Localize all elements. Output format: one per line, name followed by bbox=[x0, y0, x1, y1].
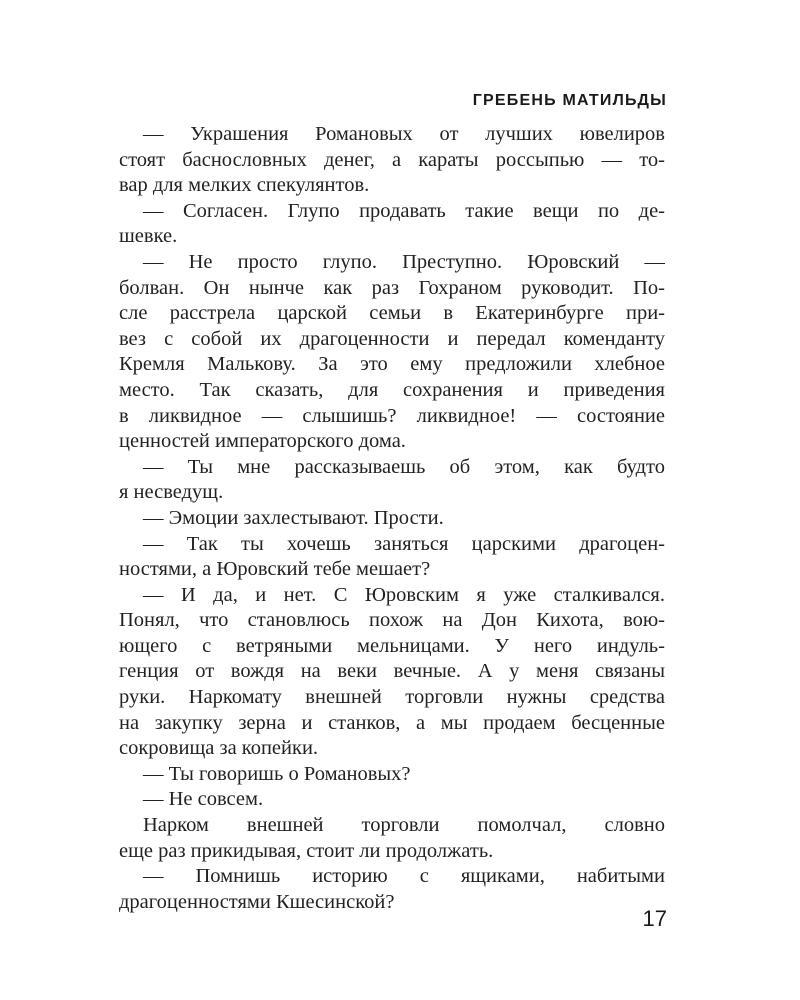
text-line: вар для мелких спекулянтов. bbox=[119, 174, 370, 197]
text-line: Кремля Малькову. За это ему предложили хлебное bbox=[119, 353, 665, 376]
text-line: Понял, что становлюсь похож на Дон Кихота, вою- bbox=[119, 609, 665, 632]
text-line: в ликвидное — слышишь? ликвидное! — состояние bbox=[119, 404, 665, 427]
body-text bbox=[119, 122, 665, 915]
text-line: ющего с ветряными мельницами. У него индуль- bbox=[119, 634, 665, 657]
text-line: — Ты мне рассказываешь об этом, как будто bbox=[143, 455, 665, 478]
text-line: ностями, а Юровский тебе мешает? bbox=[119, 558, 431, 581]
text-line: — Украшения Романовых от лучших ювелиров bbox=[143, 123, 665, 145]
text-line: на закупку зерна и станков, а мы продаем бесценные bbox=[119, 711, 665, 734]
text-line: — Не совсем. bbox=[143, 788, 264, 811]
running-header: ГРЕБЕНЬ МАТИЛЬДЫ bbox=[472, 92, 667, 109]
text-line: — Ты говоришь о Романовых? bbox=[143, 762, 411, 785]
text-line: — Помнишь историю с ящиками, набитыми bbox=[143, 865, 665, 888]
text-line: шевке. bbox=[119, 225, 178, 248]
text-line: — Эмоции захлестывают. Прости. bbox=[143, 506, 444, 529]
text-line: еще раз прикидывая, стоит ли продолжать. bbox=[119, 839, 494, 862]
text-line: стоят баснословных денег, а караты россыпью — то- bbox=[119, 148, 665, 171]
text-line: — Согласен. Глупо продавать такие вещи по де- bbox=[143, 199, 665, 222]
text-line: — Так ты хочешь заняться царскими драгоцен- bbox=[143, 532, 665, 555]
text-line: болван. Он нынче как раз Гохраном руководит. По- bbox=[119, 276, 665, 299]
text-line: сле расстрела царской семьи в Екатеринбурге при- bbox=[119, 302, 665, 325]
text-line: генция от вождя на веки вечные. А у меня связаны bbox=[119, 660, 665, 683]
text-line: вез с собой их драгоценности и передал коменданту bbox=[119, 327, 665, 350]
text-line: Нарком внешней торговли помолчал, словно bbox=[143, 814, 665, 837]
text-line: я несведущ. bbox=[119, 481, 224, 504]
text-line: драгоценностями Кшесинской? bbox=[119, 890, 395, 913]
text-line: место. Так сказать, для сохранения и приведения bbox=[119, 378, 665, 401]
page-number: 17 bbox=[642, 906, 667, 931]
text-line: сокровища за копейки. bbox=[119, 737, 319, 760]
text-line: — И да, и нет. С Юровским я уже сталкивался. bbox=[143, 583, 665, 606]
text-line: руки. Наркомату внешней торговли нужны средства bbox=[119, 686, 665, 709]
text-line: — Не просто глупо. Преступно. Юровский — bbox=[143, 250, 665, 273]
text-line: ценностей императорского дома. bbox=[119, 430, 406, 453]
